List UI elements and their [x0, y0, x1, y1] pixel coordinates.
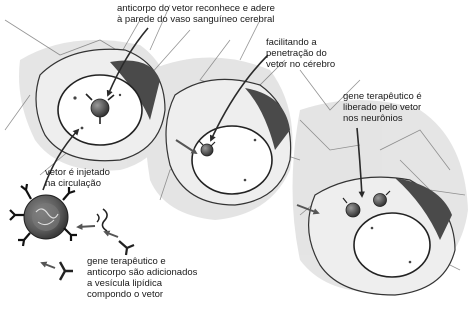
lipid-vesicle-vector: [10, 184, 77, 246]
label-top-caption: anticorpo do vetor reconhece e adere à parede do vaso sanguíneo cerebral: [117, 3, 275, 25]
vessel-panel-1: [36, 49, 165, 160]
label-injected: vetor é injetado na circulação: [45, 167, 110, 189]
label-assembly: gene terapêutico e anticorpo são adicionados a vesícula lipídica compondo o vetor: [87, 256, 198, 300]
label-penetration: facilitando a penetração do vetor no cérebro: [266, 37, 336, 70]
label-released: gene terapêutico é liberado pelo vetor nos neurônios: [343, 91, 422, 124]
vessel-panel-2: [166, 79, 291, 205]
